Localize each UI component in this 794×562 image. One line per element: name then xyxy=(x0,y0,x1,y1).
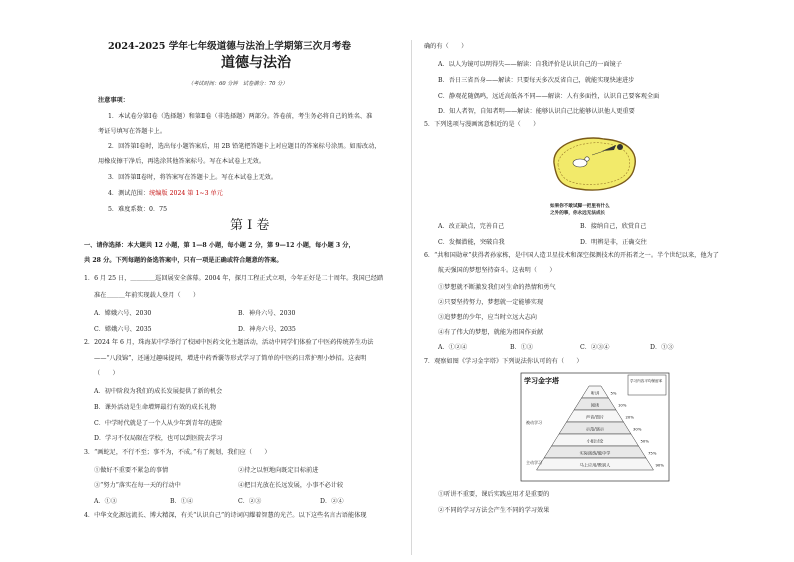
q1-option-b[interactable]: B．神舟六号、2030 xyxy=(238,310,296,317)
q3-statement: ④把目光放在长远发展，小事不必计较 xyxy=(238,482,344,489)
q7-statement: ①听讲不重要，课后实践应用才是重要的 xyxy=(438,491,550,498)
exam-title: 2024-2025 学年七年级道德与法治上学期第三次月考卷 xyxy=(108,41,352,52)
pyramid-box-note: 学习内容平均保留率 xyxy=(630,379,663,383)
q1-option-c[interactable]: C．嫦娥六号、2035 xyxy=(94,326,152,333)
q4-option-d[interactable]: D．知人者智，自知者明——解读：能够认识自己比能够认识他人更重要 xyxy=(438,108,635,115)
question-1-stem: 准在＿＿＿年前实现载人登月（ ） xyxy=(94,292,200,299)
pyramid-layer-label: 小组讨论 xyxy=(586,438,604,444)
notice-line: 5．难度系数：0．75 xyxy=(108,206,168,213)
question-1-stem: 1．6 月 25 日，＿＿＿＿巡回展安全落幕。2004 年，探月工程正式立项，今年正好是二十周年。我国已经踏 xyxy=(84,275,384,282)
q1-option-d[interactable]: D．神舟六号、2035 xyxy=(238,326,296,333)
pyramid-layer-label: 声音/图片 xyxy=(585,414,605,420)
pyramid-layer-percent: 75% xyxy=(648,450,657,456)
column-divider xyxy=(411,40,412,555)
q6-statement: ③追梦想的少年，应当时立远大志向 xyxy=(438,314,537,321)
q2-option-d[interactable]: D．学习不仅局限在学校，也可以到医院去学习 xyxy=(94,435,223,442)
pyramid-layer-percent: 20% xyxy=(625,414,634,420)
pyramid-layer-label: 阅读 xyxy=(590,402,600,408)
notice-line: 3．回答第Ⅱ卷时，将答案写在答题卡上。写在本试卷上无效。 xyxy=(108,174,278,181)
section-label: 第 Ⅰ 卷 xyxy=(230,218,270,233)
pyramid-layer-label: 听讲 xyxy=(590,390,600,396)
pyramid-active-label: 主动学习 xyxy=(526,460,542,465)
q3-statement: ②持之以恒地向既定目标前进 xyxy=(238,467,319,474)
q4-option-b[interactable]: B．吾日三省吾身——解读：只要每天多次反省自己，就能实现快速进步 xyxy=(438,77,635,84)
q3-option-c[interactable]: C．②③ xyxy=(238,498,262,505)
question-2-stem: ——“八段锦”，还通过趣味提问，增进中药香囊等形式学习了简单的中医药日常护理小妙招。这表明 xyxy=(94,355,367,362)
pyramid-layer-percent: 90% xyxy=(655,462,664,468)
pyramid-layer-label: 实际演练/做中学 xyxy=(579,450,611,456)
exam-meta: （考试时间：60 分钟 试卷满分：70 分） xyxy=(188,81,288,87)
q6-option-c[interactable]: C．②③④ xyxy=(580,344,610,351)
q6-option-d[interactable]: D．①③ xyxy=(650,344,674,351)
pyramid-layer-label: 示范/演示 xyxy=(585,426,605,432)
q4-option-a[interactable]: A．以人为镜可以明得失——解读：自我评价是认识自己的一面镜子 xyxy=(438,61,622,68)
q1-option-a[interactable]: A．嫦娥六号、2030 xyxy=(94,310,152,317)
subject-title: 道德与法治 xyxy=(221,55,291,71)
pyramid-layer-percent: 10% xyxy=(618,402,627,408)
q2-option-c[interactable]: C．中学时代就是了一个人从少年到青年的进阶 xyxy=(94,420,223,427)
question-6-stem: 航天强国的梦想坚持奋斗。这表明（ ） xyxy=(438,267,556,274)
cartoon-caption: 如果你不敢试脚一把里有什么 xyxy=(550,204,610,209)
q6-option-a[interactable]: A．①②④ xyxy=(438,344,468,351)
question-7-stem: 7．观察如图《学习金字塔》下列说法你认可的有（ ） xyxy=(424,358,583,365)
q6-statement: ④有了伟大的梦想，就能为祖国作贡献 xyxy=(438,329,544,336)
q5-option-a[interactable]: A．改正缺点，完善自己 xyxy=(438,223,505,230)
pyramid-title: 学习金字塔 xyxy=(524,377,559,385)
question-5-stem: 5．下列选项与漫画寓意相近的是（ ） xyxy=(424,121,540,128)
question-6-stem: 6．“共和国勋章”获得者孙家栋，是中国人造卫星技术和深空探测技术的开拓者之一。半个世纪以来，他为了 xyxy=(424,252,719,259)
question-4-stem-cont: 确的有（ ） xyxy=(424,43,468,50)
q5-option-b[interactable]: B．接纳自己，欣赏自己 xyxy=(580,223,647,230)
pyramid-layer-percent: 50% xyxy=(640,438,649,444)
notice-line: 用橡皮擦干净后，再选涂其他答案标号。写在本试卷上无效。 xyxy=(98,158,266,165)
q6-option-b[interactable]: B．①③ xyxy=(510,344,534,351)
question-2-stem: （ ） xyxy=(94,370,119,377)
cartoon-caption: 之外的事，你永远无法成长 xyxy=(550,211,606,216)
section-instruction: 一、请你选择：本大题共 12 小题，第 1—8 小题，每小题 2 分，第 9—12 小题，每小题 3 分， xyxy=(84,242,355,249)
q6-statement: ①梦想就不断激发我们对生命的热情和勇气 xyxy=(438,284,556,291)
pyramid-layer-percent: 5% xyxy=(610,390,617,396)
q6-statement: ②只要坚持努力，梦想就一定能够实现 xyxy=(438,299,544,306)
q5-option-d[interactable]: D．明辨是非，正确交往 xyxy=(580,239,647,246)
q3-option-b[interactable]: B．①④ xyxy=(170,498,194,505)
notice-line: 1．本试卷分第Ⅰ卷（选择题）和第Ⅱ卷（非选择题）两部分。答卷前，考生务必将自己的姓名、准 xyxy=(108,113,373,120)
q3-option-a[interactable]: A．①③ xyxy=(94,498,118,505)
q2-option-a[interactable]: A．初中阶段为我们的成长发展提供了新的机会 xyxy=(94,388,223,395)
test-scope: 统编版 2024 第 1~3 单元 xyxy=(149,190,223,197)
notice-line: 考证号填写在答题卡上。 xyxy=(98,128,167,135)
question-3-stem: 3．“画蛇足，不行不至；事不为，不成。”有了规划，我们应（ ） xyxy=(84,449,271,456)
section-instruction: 共 28 分。下列每题的备选答案中，只有一项是正确或符合题意的答案。 xyxy=(84,257,283,264)
cartoon-image xyxy=(544,133,644,203)
question-2-stem: 2．2024 年 6 月，珠海某中学举行了校园中医药文化主题活动，活动中同学们体验了中医药传统养生功法 xyxy=(84,339,374,346)
q7-statement: ②不同的学习方法会产生不同的学习效果 xyxy=(438,507,550,514)
q3-statement: ①做好不重要不紧急的事情 xyxy=(94,467,169,474)
q3-option-d[interactable]: D．②④ xyxy=(320,498,344,505)
pyramid-layer-percent: 30% xyxy=(633,426,642,432)
q5-option-c[interactable]: C．发掘潜能，突破自我 xyxy=(438,239,505,246)
q3-statement: ③“努力”落实在每一天的行动中 xyxy=(94,482,181,489)
notice-line: 2．回答第Ⅰ卷时，选出每小题答案后，用 2B 铅笔把答题卡上对应题目的答案标号涂黑。如需改动， xyxy=(108,143,381,150)
pyramid-passive-label: 被动学习 xyxy=(526,420,542,425)
pyramid-layer-label: 马上应用/教别人 xyxy=(579,462,611,468)
notice-heading: 注意事项： xyxy=(98,97,129,104)
question-4-stem: 4．中华文化源远流长、博大精深，有关“认识自己”的诗词闪耀着智慧的光芒。以下这些名言古语能体现 xyxy=(84,512,367,519)
notice-line: 4．测试范围：统编版 2024 第 1~3 单元 xyxy=(108,190,223,197)
q2-option-b[interactable]: B．课外活动是生命增辉最行有效的成长礼物 xyxy=(94,404,217,411)
q4-option-c[interactable]: C．静观花随偶鸣，远近高低各不同——解读：人有多面性，认识自己要客观全面 xyxy=(438,93,660,100)
learning-pyramid xyxy=(520,372,670,482)
